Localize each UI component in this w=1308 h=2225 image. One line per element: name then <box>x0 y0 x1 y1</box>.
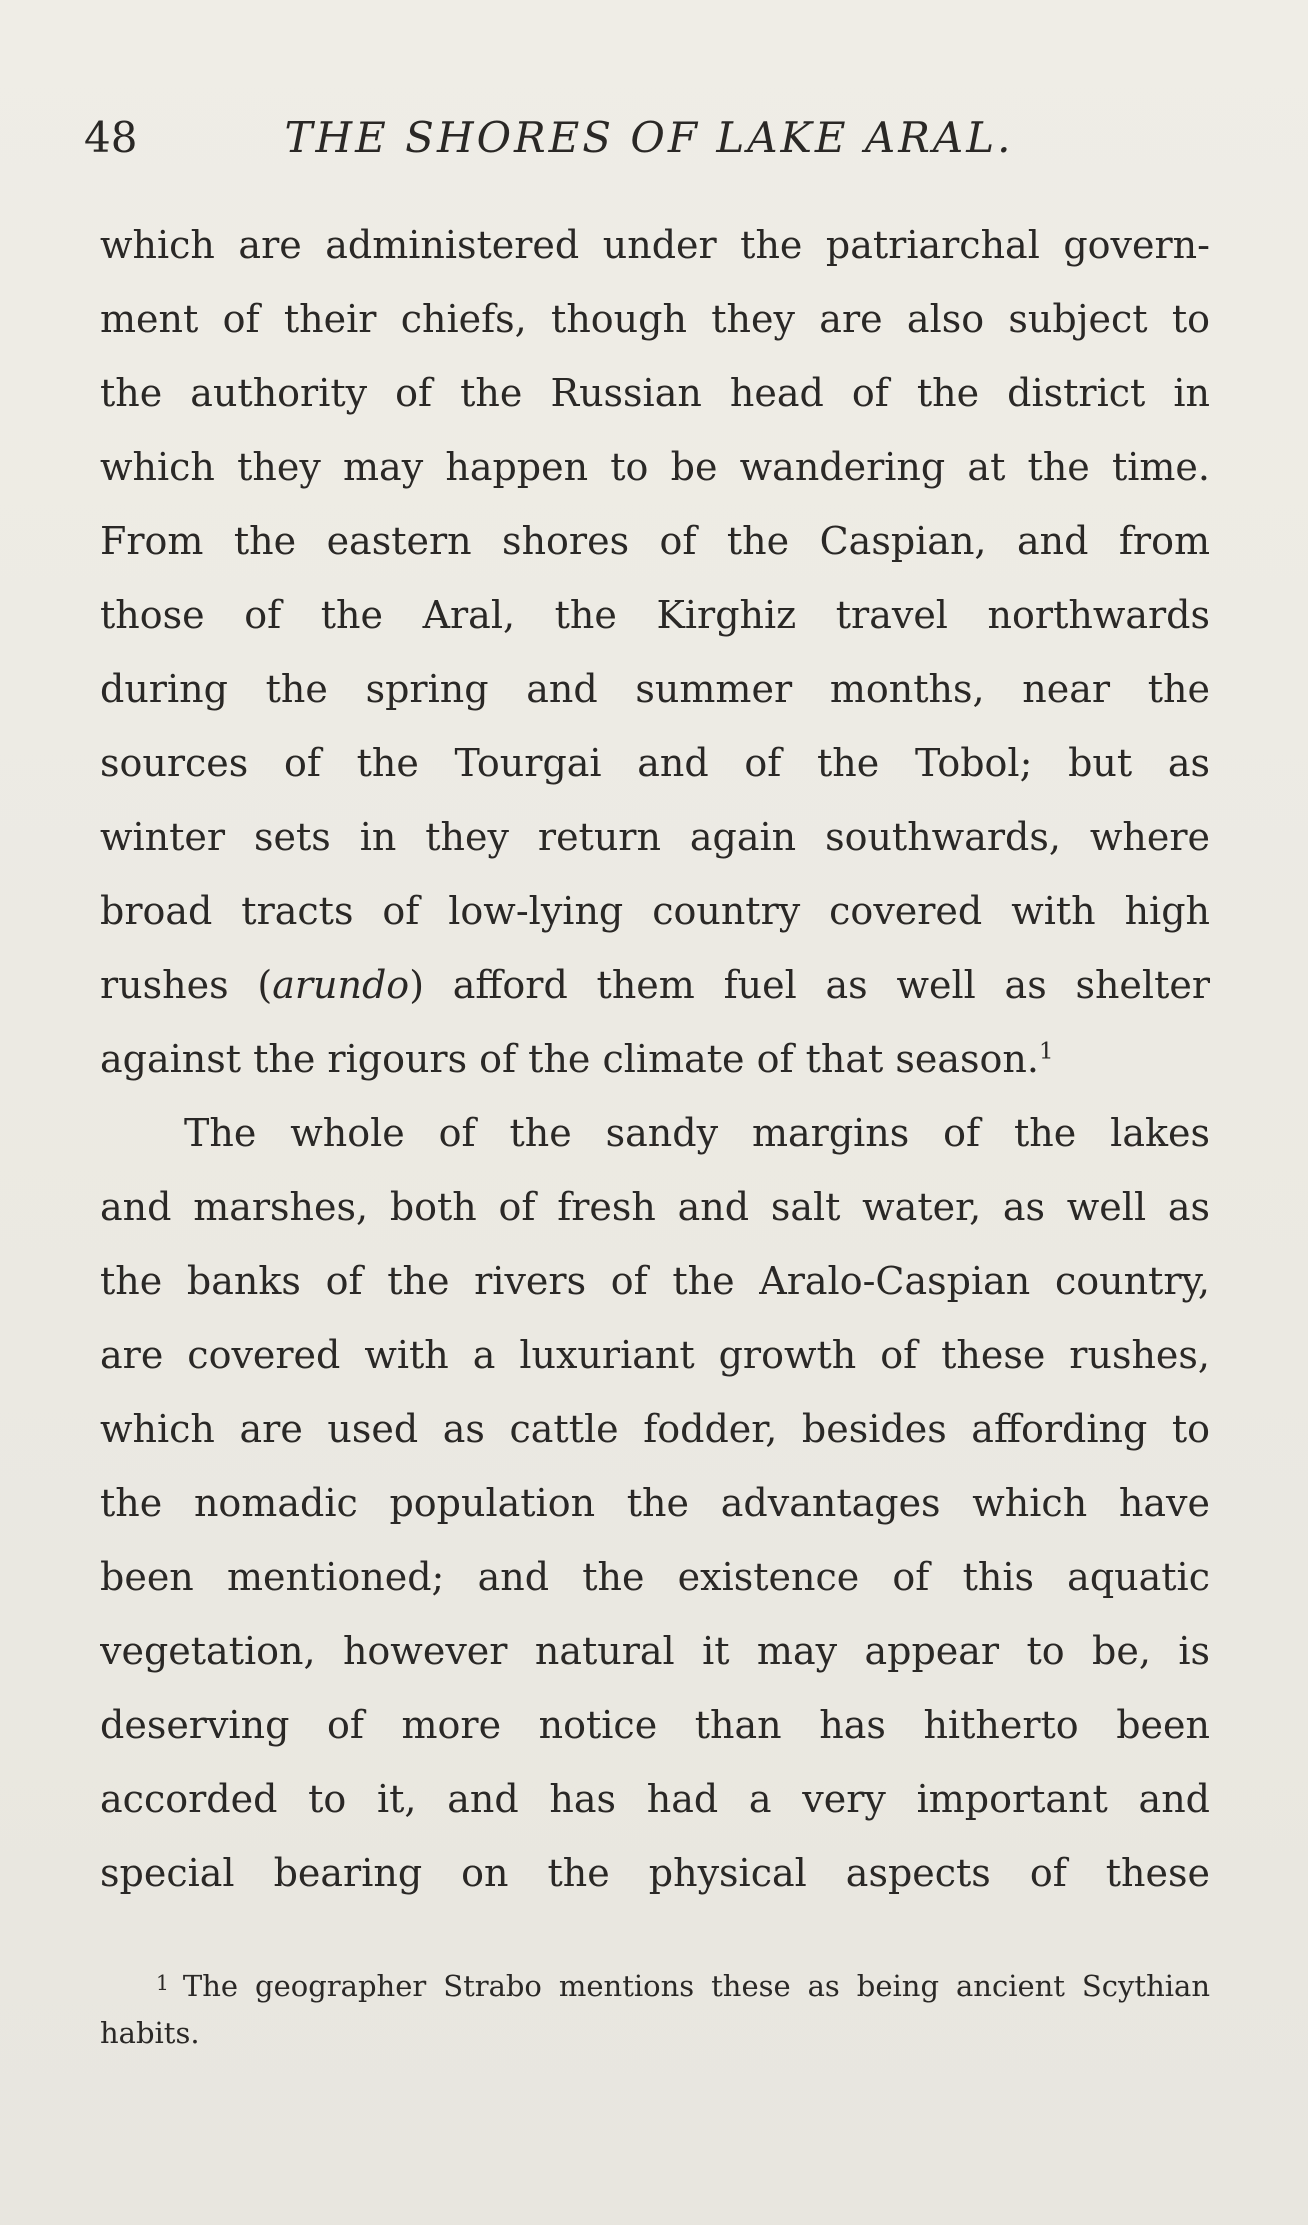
body-text <box>100 208 1210 1910</box>
text-line: the nomadic population the advantages which have <box>100 1481 1210 1525</box>
running-title: THE SHORES OF LAKE ARAL. <box>284 113 1014 162</box>
text-line: sources of the Tourgai and of the Tobol; but as <box>100 741 1210 785</box>
text-line: winter sets in they return again southwards, where <box>100 815 1210 859</box>
text-line: which are administered under the patriarchal govern- <box>100 223 1210 267</box>
text-line <box>100 948 1210 1022</box>
text-line <box>100 1022 1210 1096</box>
text-line: which are used as cattle fodder, besides affording to <box>100 1407 1210 1451</box>
text-line: the banks of the rivers of the Aralo-Caspian country, <box>100 1259 1210 1303</box>
italic-term: arundo <box>272 963 410 1007</box>
text-line: broad tracts of low-lying country covered with high <box>100 889 1210 933</box>
text-segment: rushes ( <box>100 963 273 1007</box>
footnote-text: The geographer Strabo mentions these as being ancient Scythian <box>182 1969 1210 2003</box>
footnotes <box>100 1958 1210 2058</box>
text-line: special bearing on the physical aspects of these <box>100 1851 1210 1895</box>
text-line: those of the Aral, the Kirghiz travel northwards <box>100 593 1210 637</box>
text-line: and marshes, both of fresh and salt water, as well as <box>100 1185 1210 1229</box>
text-line: deserving of more notice than has hitherto been <box>100 1703 1210 1747</box>
footnote-line <box>100 1958 1210 2008</box>
text-line: accorded to it, and has had a very important and <box>100 1777 1210 1821</box>
footnote-marker: 1 <box>156 1971 169 1995</box>
text-line: which they may happen to be wandering at the time. <box>100 445 1210 489</box>
text-line: From the eastern shores of the Caspian, and from <box>100 519 1210 563</box>
paragraph-start-line: The whole of the sandy margins of the lakes <box>184 1111 1210 1155</box>
text-line: ment of their chiefs, though they are also subject to <box>100 297 1210 341</box>
text-line: been mentioned; and the existence of this aquatic <box>100 1555 1210 1599</box>
footnote-line: habits. <box>100 2016 200 2050</box>
text-line: during the spring and summer months, near the <box>100 667 1210 711</box>
footnote-reference[interactable]: 1 <box>1038 1038 1054 1065</box>
text-segment: against the rigours of the climate of that season. <box>100 1037 1039 1081</box>
text-line: are covered with a luxuriant growth of these rushes, <box>100 1333 1210 1377</box>
text-segment: ) afford them fuel as well as shelter <box>409 963 1210 1007</box>
text-line: the authority of the Russian head of the district in <box>100 371 1210 415</box>
page-header <box>84 108 1214 168</box>
text-line: vegetation, however natural it may appear to be, is <box>100 1629 1210 1673</box>
page-number: 48 <box>84 113 138 162</box>
